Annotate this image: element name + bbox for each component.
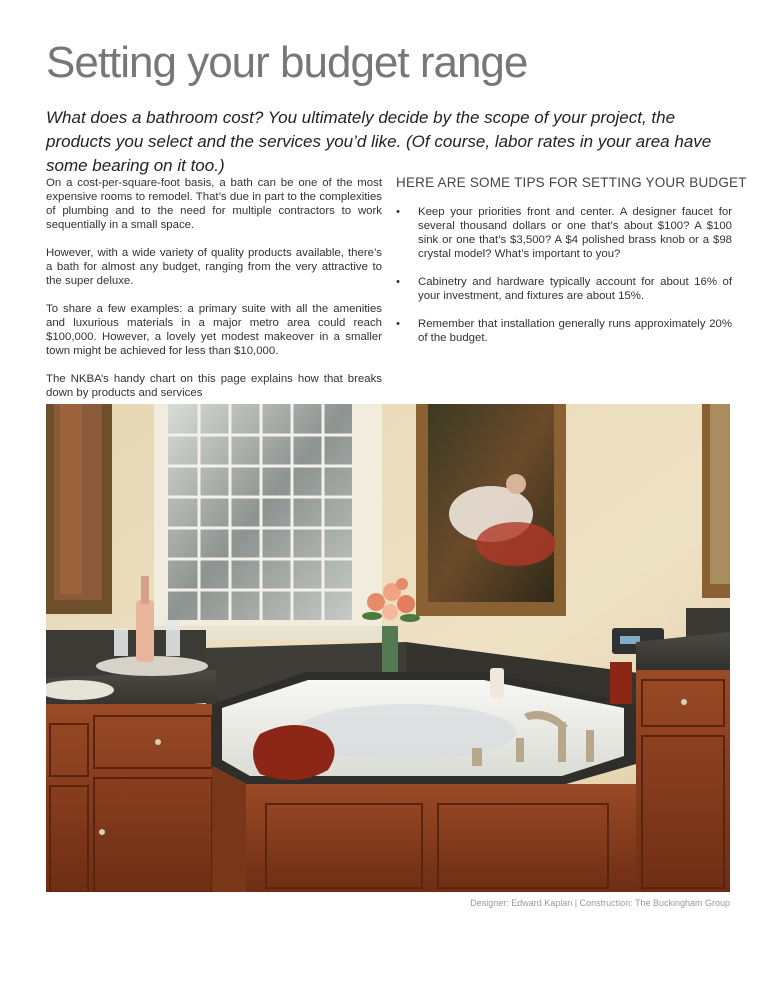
candle [490,668,504,698]
photo-credit: Designer: Edward Kaplan | Construction: The Buckingham Group [470,898,730,908]
tip-text: Keep your priorities front and center. A designer faucet for several thousand dollars or one that’s about $100? A $100 sink or one that’s $3,500? A $4 polished brass knob or a $98 crystal model? What’s important to you? [418,206,732,260]
body-paragraph: To share a few examples: a primary suite with all the amenities and luxurious materials in a major metro area could reach $100,000. However, a lovely yet modest makeover in a smaller town might be achieved for less than $10,000. [46,303,382,357]
tip-text: Cabinetry and hardware typically account for about 16% of your investment, and fixtures are about 15%. [418,276,732,302]
rolled-towel [253,725,335,780]
hand-towel [610,662,632,704]
tip-item [396,317,732,345]
page-title: Setting your budget range [46,38,528,87]
tip-item [396,205,732,261]
bullet-icon: • [396,276,400,288]
flower-vase [382,626,398,672]
intro-text: What does a bathroom cost? You ultimately decide by the scope of your project, the products you select and the services you’d like. (Of course, labor rates in your area have some bearing on it too.) [46,108,712,175]
tub-apron-cabinet [246,784,636,892]
bathroom-photo [46,404,730,892]
tip-item [396,275,732,303]
right-column [396,175,747,359]
tips-list [396,205,732,345]
body-paragraph: However, with a wide variety of quality products available, there’s a bath for almost any budget, ranging from the very attractive to the super deluxe. [46,247,382,287]
tip-text: Remember that installation generally runs approximately 20% of the budget. [418,318,732,344]
left-column [46,176,382,414]
wine-bottle [136,600,154,662]
glass-block-window [168,404,352,620]
tips-heading: HERE ARE SOME TIPS FOR SETTING YOUR BUDGET [396,175,747,190]
left-vanity-cabinet [46,704,216,892]
body-paragraph: On a cost-per-square-foot basis, a bath can be one of the most expensive rooms to remodel. That’s due in part to the complexities of plumbing and to the need for multiple contractors to work sequentially in a small space. [46,177,382,231]
body-paragraph: The NKBA’s handy chart on this page explains how that breaks down by products and services [46,373,382,399]
bullet-icon: • [396,318,400,330]
bullet-icon: • [396,206,400,218]
